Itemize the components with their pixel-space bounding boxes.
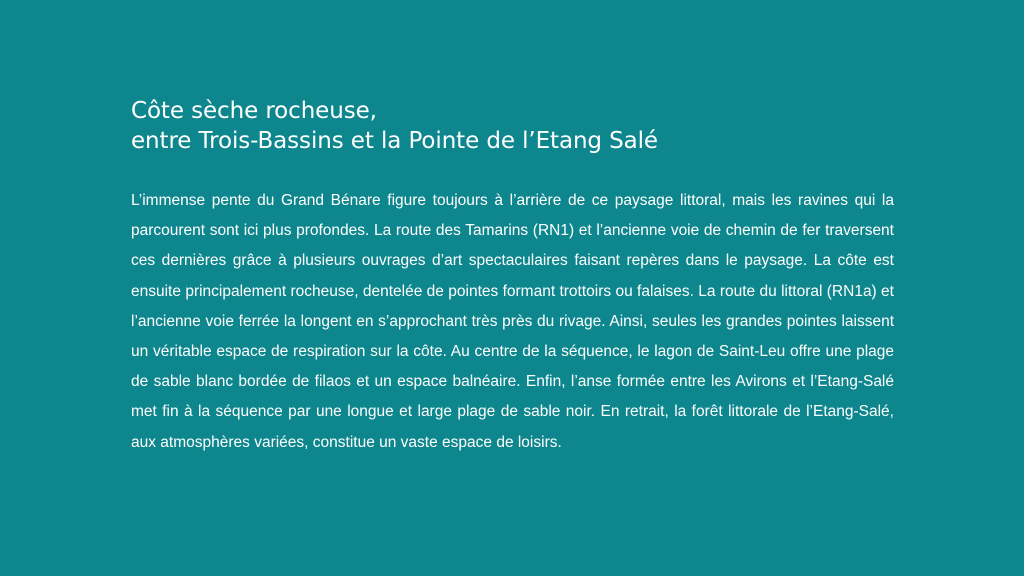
slide-paragraph: L’immense pente du Grand Bénare figure toujours à l’arrière de ce paysage littoral, mais les ravines qui la parcourent sont ici plus profondes. La route des Tamarins (RN1) et l’ancienne voie de chemin de fer traversent ces dernières grâce à plusieurs ouvrages d’art spectaculaires faisant repères dans le paysage. La côte est ensuite principalement rocheuse, dentelée de pointes formant trottoirs ou falaises. La route du littoral (RN1a) et l’ancienne voie ferrée la longent en s’approchant très près du rivage. Ainsi, seules les grandes pointes laissent un véritable espace de respiration sur la côte. Au centre de la séquence, le lagon de Saint-Leu offre une plage de sable blanc bordée de filaos et un espace balnéaire. Enfin, l’anse formée entre les Avirons et l’Etang-Salé met fin à la séquence par une longue et large plage de sable noir. En retrait, la forêt littorale de l’Etang-Salé, aux atmosphères variées, constitue un vaste espace de loisirs. bbox=[131, 192, 894, 451]
slide-title-line-2: entre Trois-Bassins et la Pointe de l’Etang Salé bbox=[131, 128, 658, 154]
slide-title bbox=[131, 96, 911, 156]
slide-title-line-1: Côte sèche rocheuse, bbox=[131, 98, 377, 124]
